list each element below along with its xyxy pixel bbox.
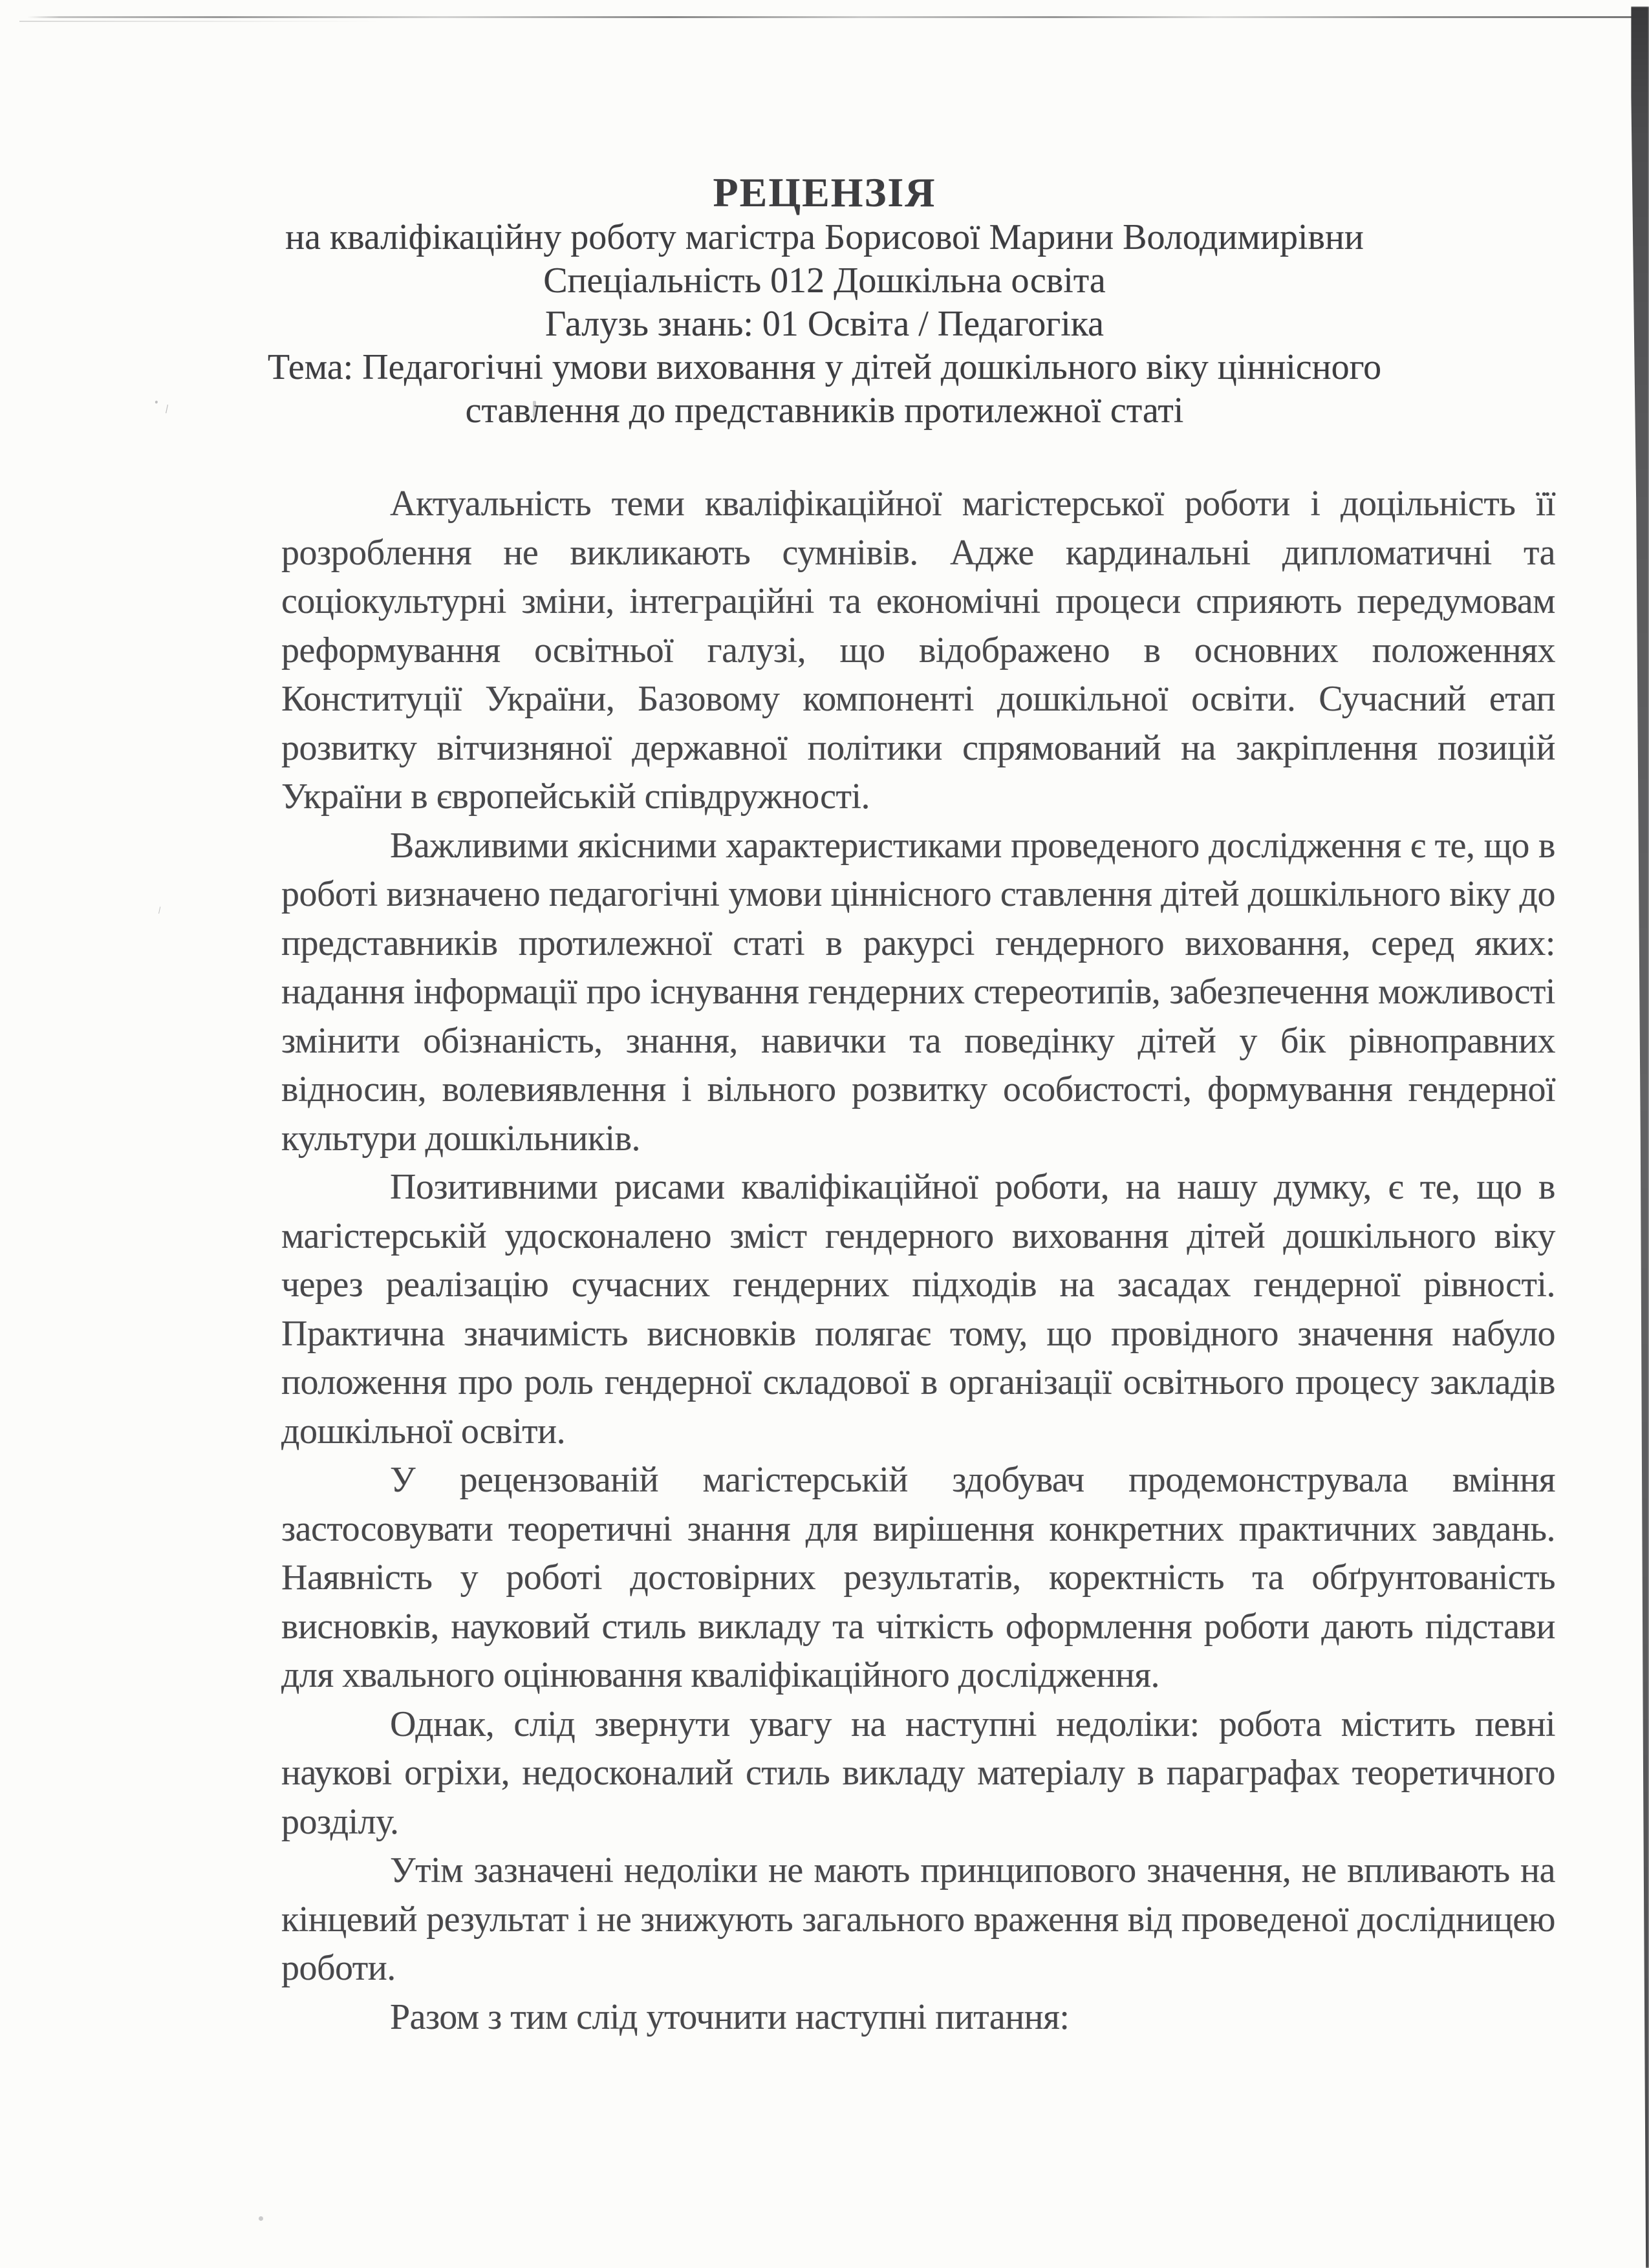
title-line-recipient: на кваліфікаційну роботу магістра Борисової Марини Володимирівни (285, 217, 1364, 257)
scan-artifact-right-edge-band (1630, 6, 1649, 2268)
title-line-theme-2: ставлення до представників протилежної статі (465, 390, 1184, 431)
scan-artifact-top-line (27, 16, 1632, 18)
scan-artifact-pen-mark-2: ᛧ (153, 899, 166, 918)
scan-artifact-top-line-secondary (19, 21, 382, 22)
paragraph-questions-intro: Разом з тим слід уточнити наступні питання: (390, 1996, 1070, 2037)
paragraph-shortcomings: Однак, слід звернути увагу на наступні недоліки: робота містить певні наукові огріхи, недосконалий стиль викладу матеріалу в параграфах теоретичного розділу. (281, 1704, 1555, 1842)
document-heading: РЕЦЕНЗІЯ (713, 169, 936, 215)
title-block (81, 169, 1568, 433)
paragraph-demonstrated-skills: У рецензованій магістерській здобувач продемонструвала вміння застосовувати теоретичні знання для вирішення конкретних практичних завдань. Наявність у роботі достовірних результатів, коректність та обґрунтованість висновків, науковий стиль викладу та чіткість оформлення роботи дають підстави для хвального оцінювання кваліфікаційного дослідження. (281, 1460, 1555, 1695)
document-body (281, 480, 1555, 2042)
scan-artifact-speck (259, 2216, 263, 2221)
title-line-theme-1: Тема: Педагогічні умови виховання у дітей дошкільного віку ціннісного (267, 347, 1382, 387)
title-line-specialty: Спеціальність 012 Дошкільна освіта (543, 261, 1106, 301)
paragraph-positive-features: Позитивними рисами кваліфікаційної роботи, на нашу думку, є те, що в магістерській удосконалено зміст гендерного виховання дітей дошкільного віку через реалізацію сучасних гендерних підходів на засадах гендерної рівності. Практична значимість висновків полягає тому, що провідного значення набуло положення про роль гендерної складової в організації освітнього процесу закладів дошкільної освіти. (281, 1167, 1555, 1451)
title-line-field: Галузь знань: 01 Освіта / Педагогіка (544, 304, 1105, 344)
paragraph-relevance: Актуальність теми кваліфікаційної магістерської роботи і доцільність її розроблення не викликають сумнівів. Адже кардинальні дипломатичні та соціокультурні зміни, інтеграційні та економічні процеси сприяють передумовам реформування освітньої галузі, що відображено в основних положеннях Конституції України, Базовому компоненті дошкільної освіти. Сучасний етап розвитку вітчизняної державної політики спрямований на закріплення позицій України в європейській співдружності. (281, 484, 1555, 817)
scan-artifact-pen-mark: ᛫ᛧ (148, 392, 176, 418)
paragraph-shortcomings-note: Утім зазначені недоліки не мають принципового значення, не впливають на кінцевий результат і не знижують загального враження від проведеної дослідницею роботи. (281, 1850, 1555, 1988)
paragraph-characteristics: Важливими якісними характеристиками проведеного дослідження є те, що в роботі визначено педагогічні умови ціннісного ставлення дітей дошкільного віку до представників протилежної статі в ракурсі гендерного виховання, серед яких: надання інформації про існування гендерних стереотипів, забезпечення можливості змінити обізнаність, знання, навички та поведінку дітей у бік рівноправних відносин, волевиявлення і вільного розвитку особистості, формування гендерної культури дошкільників. (281, 825, 1555, 1159)
